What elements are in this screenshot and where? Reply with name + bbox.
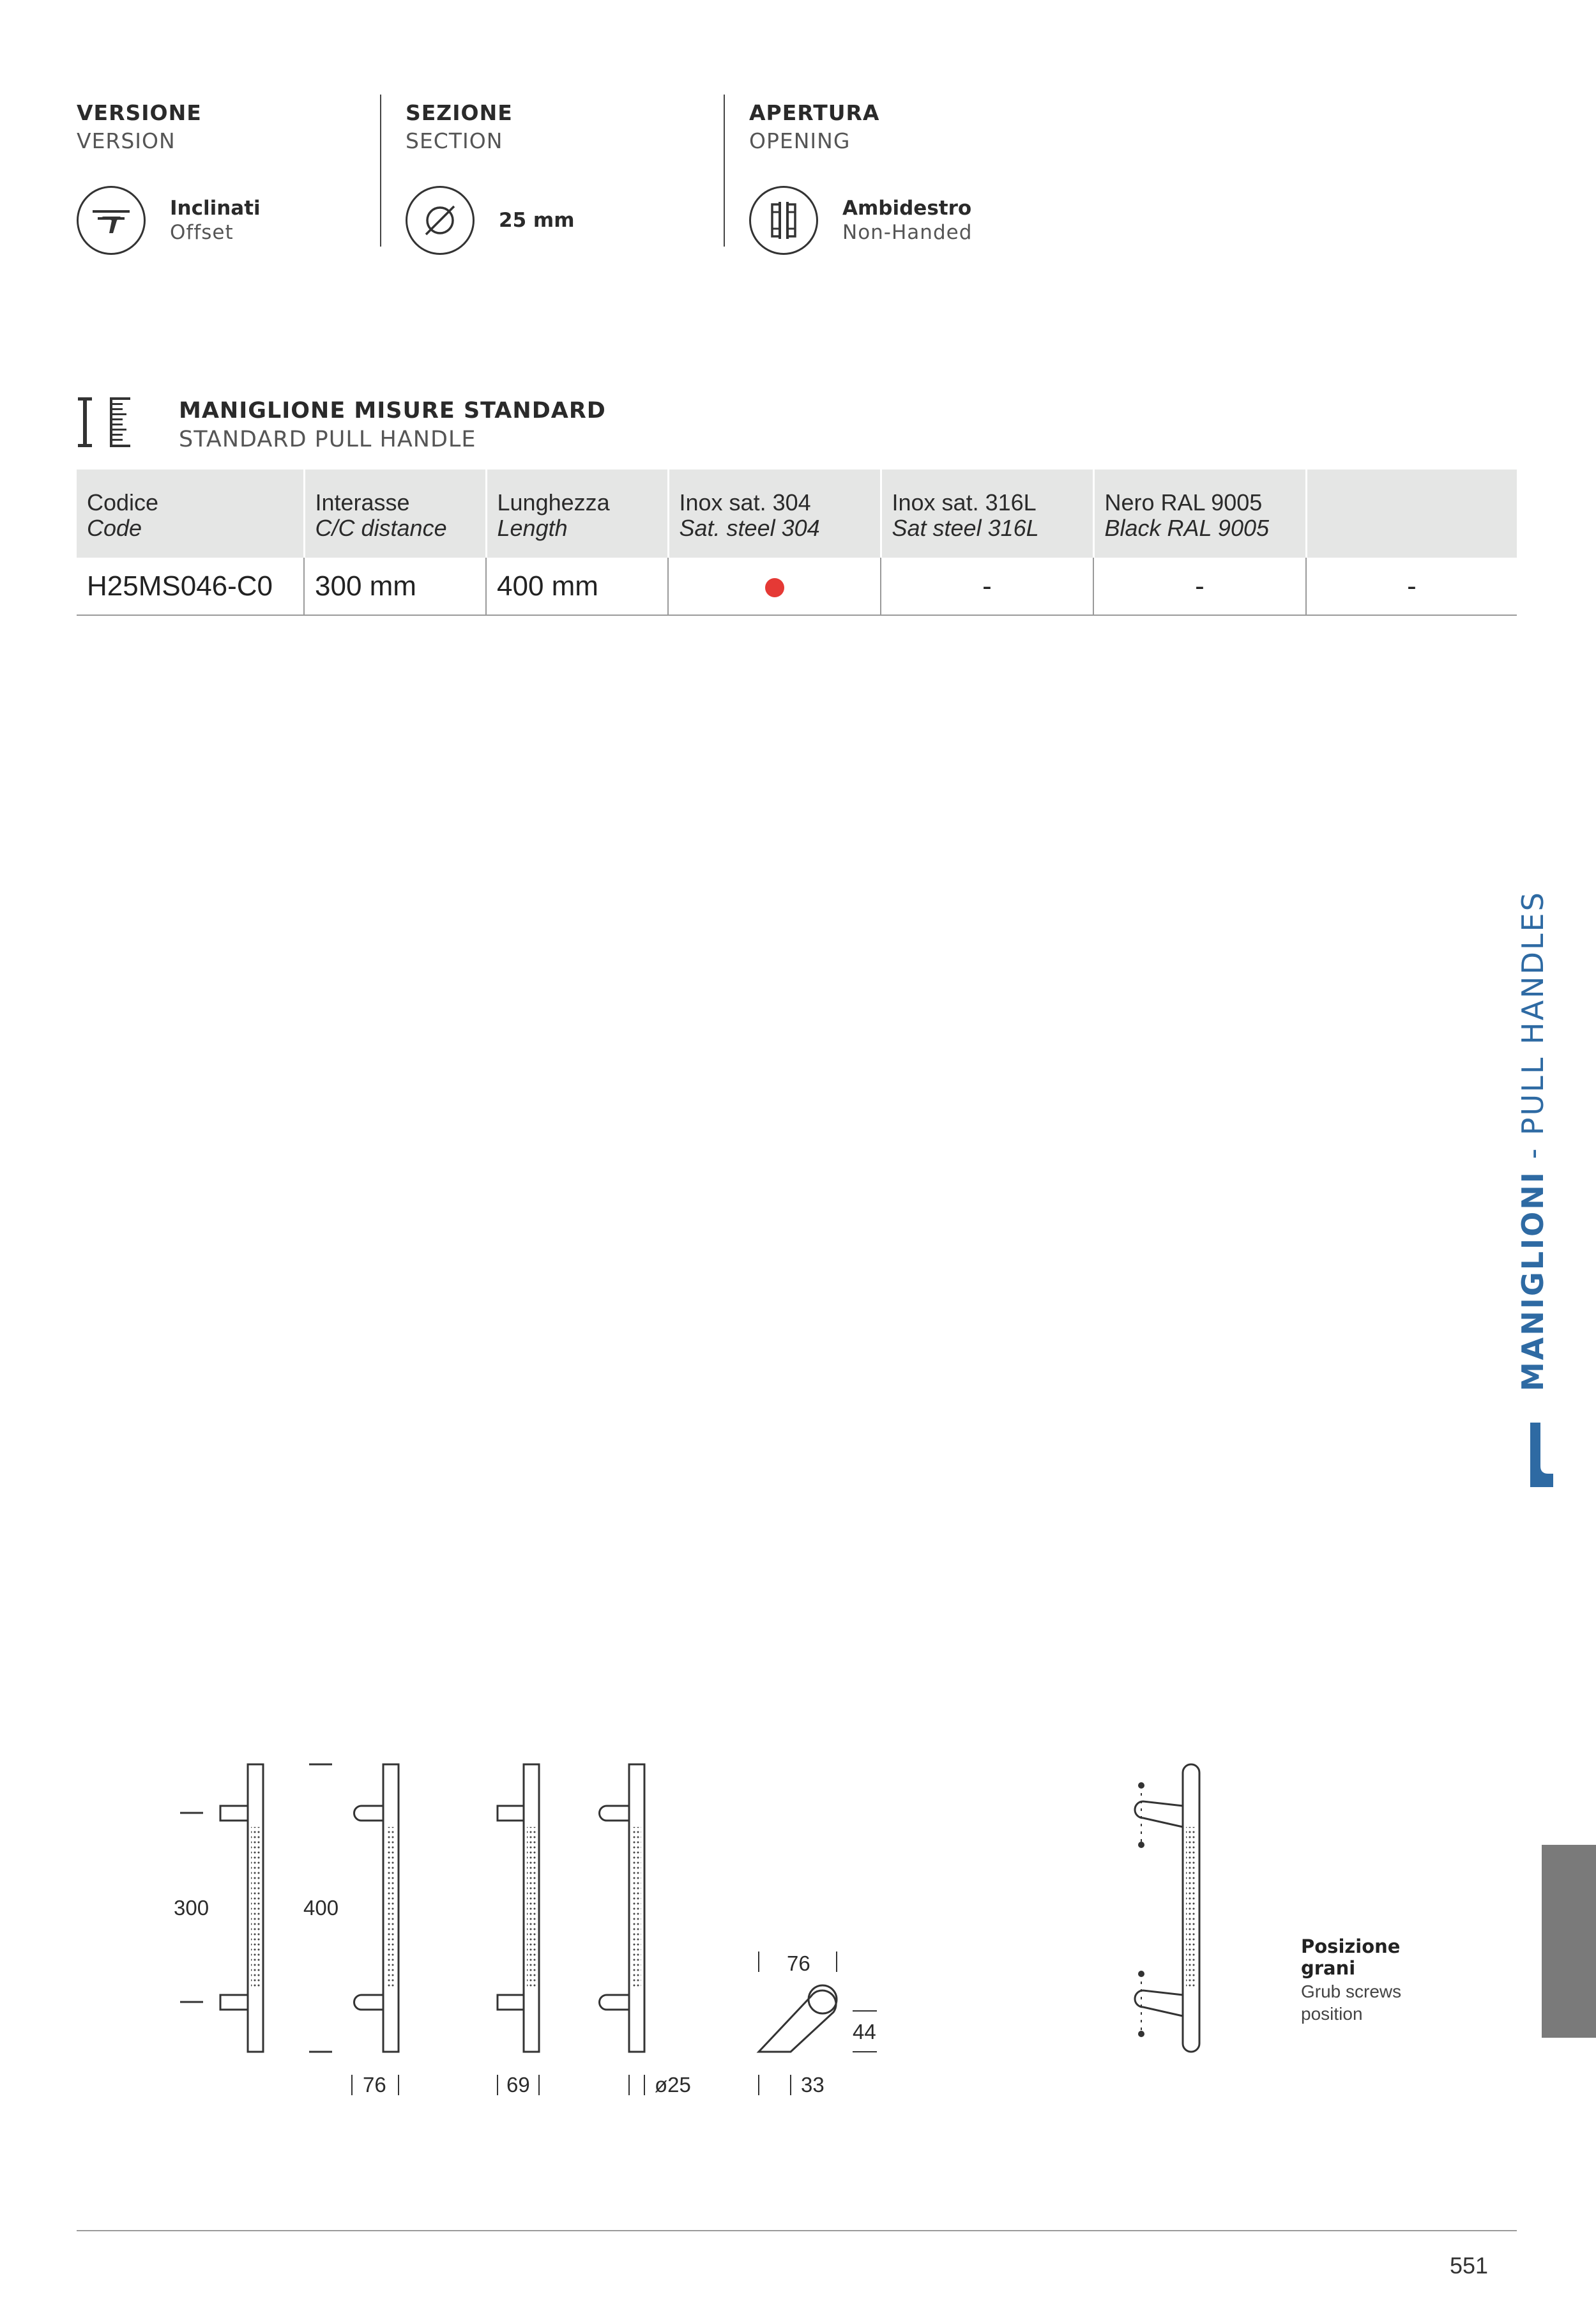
cell-code: H25MS046-C0 <box>77 558 304 615</box>
handle-side-view-4 <box>600 1764 645 2052</box>
dim-angle-33: 33 <box>801 2073 825 2097</box>
offset-leg-detail <box>759 1985 837 2052</box>
col-header-code: Codice Code <box>77 470 304 558</box>
version-subtitle: VERSION <box>77 128 176 153</box>
col-header-nero-ral: Nero RAL 9005 Black RAL 9005 <box>1093 470 1306 558</box>
page-number: 551 <box>1450 2252 1489 2279</box>
opening-value: Ambidestro <box>842 197 972 220</box>
cell-nero-ral: - <box>1093 558 1306 615</box>
col-header-inox-316l: Inox sat. 316L Sat steel 316L <box>881 470 1093 558</box>
side-category-label: MANIGLIONI - PULL HANDLES <box>1516 890 1550 1391</box>
dim-angle-44: 44 <box>853 2020 876 2043</box>
dim-cc: 300 <box>174 1896 209 1920</box>
section-value: 25 mm <box>499 209 575 232</box>
dim-diameter: ø25 <box>655 2073 691 2097</box>
cell-cc-distance: 300 mm <box>304 558 486 615</box>
cell-extra: - <box>1306 558 1517 615</box>
dim-projection-69: 69 <box>506 2073 530 2097</box>
version-title: VERSIONE <box>77 100 202 125</box>
col-header-inox-304: Inox sat. 304 Sat. steel 304 <box>668 470 881 558</box>
grub-screws-title: Posizione grani <box>1301 1936 1401 1979</box>
dim-angle-76: 76 <box>787 1952 810 1975</box>
dim-length: 400 <box>303 1896 339 1920</box>
section-heading-subtitle: STANDARD PULL HANDLE <box>179 427 476 452</box>
version-value-en: Offset <box>170 221 234 244</box>
footer-divider <box>77 2230 1517 2231</box>
section-heading-title: MANIGLIONE MISURE STANDARD <box>179 398 606 424</box>
version-value: Inclinati <box>170 197 261 220</box>
section-title: SEZIONE <box>406 100 513 125</box>
col-header-cc-distance: Interasse C/C distance <box>304 470 486 558</box>
grub-screws-text: Grub screws position <box>1301 1982 1402 2024</box>
opening-value-en: Non-Handed <box>842 221 973 244</box>
handle-side-view-3 <box>498 1764 539 2052</box>
section-subtitle: SECTION <box>406 128 503 153</box>
dim-projection-76: 76 <box>363 2073 386 2097</box>
cell-length: 400 mm <box>486 558 668 615</box>
cell-inox-316l: - <box>881 558 1093 615</box>
grub-screw-view <box>1135 1764 1199 2052</box>
opening-title: APERTURA <box>749 100 880 125</box>
opening-subtitle: OPENING <box>749 128 851 153</box>
col-header-length: Lunghezza Length <box>486 470 668 558</box>
